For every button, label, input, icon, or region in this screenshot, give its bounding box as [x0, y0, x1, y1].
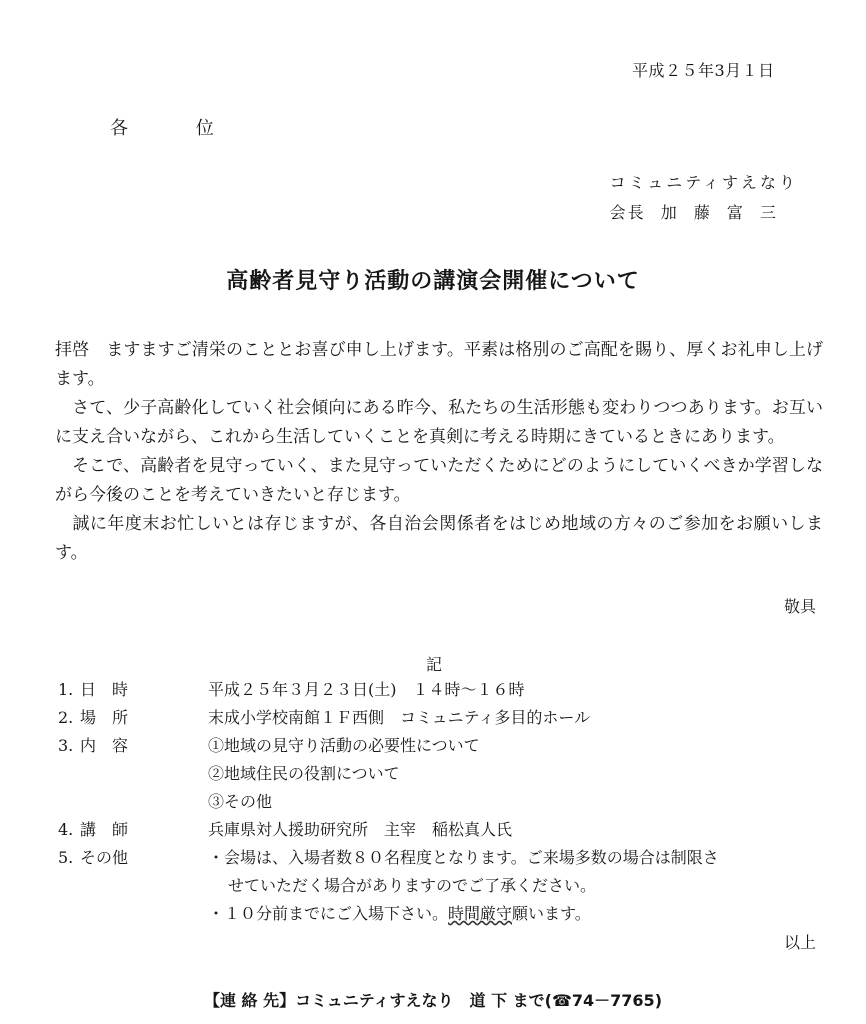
- item-label: 内 容: [80, 736, 129, 755]
- closing-keigu: 敬具: [783, 597, 816, 616]
- detail-item-content: [58, 732, 719, 760]
- note-emphasis: 時間厳守: [448, 904, 513, 923]
- item-label: 場 所: [80, 708, 129, 727]
- item-label: 日 時: [80, 680, 129, 699]
- closing-ijo: 以上: [783, 933, 816, 952]
- details-heading: 記: [426, 655, 443, 674]
- item-label: その他: [80, 848, 129, 867]
- item-value: 兵庫県対人援助研究所 主宰 稲松真人氏: [208, 820, 513, 839]
- other-note-arrival: [58, 900, 719, 928]
- detail-item-lecturer: [58, 816, 719, 844]
- item-number: 2.: [58, 708, 74, 727]
- contact-info: 【連 絡 先】コミュニティすえなり 道 下 まで(☎74－7765): [203, 991, 663, 1010]
- document-date: 平成２５年3月１日: [632, 61, 775, 80]
- paragraph-background: さて、少子高齢化していく社会傾向にある昨今、私たちの生活形態も変わりつつあります。お互いに支え合いながら、これから生活していくことを真剣に考える時期にきているときにあります。: [55, 398, 823, 447]
- detail-item-datetime: [58, 676, 719, 704]
- organization-name: コミュニティすえなり: [609, 173, 798, 192]
- item-value: ①地域の見守り活動の必要性について: [208, 736, 480, 755]
- chair-name: 会長 加 藤 富 三: [609, 203, 778, 222]
- document-title: 高齢者見守り活動の講演会開催について: [226, 269, 640, 294]
- item-number: 3.: [58, 736, 74, 755]
- note-text: 願います。: [512, 904, 591, 923]
- item-number: 4.: [58, 820, 74, 839]
- note-text: ・１０分前までにご入場下さい。: [208, 904, 449, 923]
- item-number: 5.: [58, 848, 74, 867]
- content-subitem: ②地域住民の役割について: [208, 764, 400, 783]
- item-label: 講 師: [80, 820, 129, 839]
- detail-item-other: [58, 844, 719, 872]
- letter-body: [55, 336, 823, 568]
- item-value: ・会場は、入場者数８０名程度となります。ご来場多数の場合は制限さ: [208, 848, 719, 867]
- paragraph-purpose: そこで、高齢者を見守っていく、また見守っていただくためにどのようにしていくべきか学習しながら今後のことを考えていきたいと存じます。: [55, 456, 823, 505]
- recipient: 各 位: [110, 118, 214, 139]
- details-list: [58, 676, 719, 928]
- paragraph-greeting: 拝啓 ますますご清栄のこととお喜び申し上げます。平素は格別のご高配を賜り、厚くお礼申し上げます。: [55, 340, 823, 389]
- item-value: 末成小学校南館１Ｆ西側 コミュニティ多目的ホール: [208, 708, 591, 727]
- detail-item-location: [58, 704, 719, 732]
- paragraph-request: 誠に年度末お忙しいとは存じますが、各自治会関係者をはじめ地域の方々のご参加をお願いします。: [55, 514, 823, 563]
- other-note-continuation: せていただく場合がありますのでご了承ください。: [228, 876, 597, 895]
- content-subitem: ③その他: [208, 792, 273, 811]
- item-value: 平成２５年３月２３日(土) １４時～１６時: [208, 680, 525, 699]
- item-number: 1.: [58, 680, 74, 699]
